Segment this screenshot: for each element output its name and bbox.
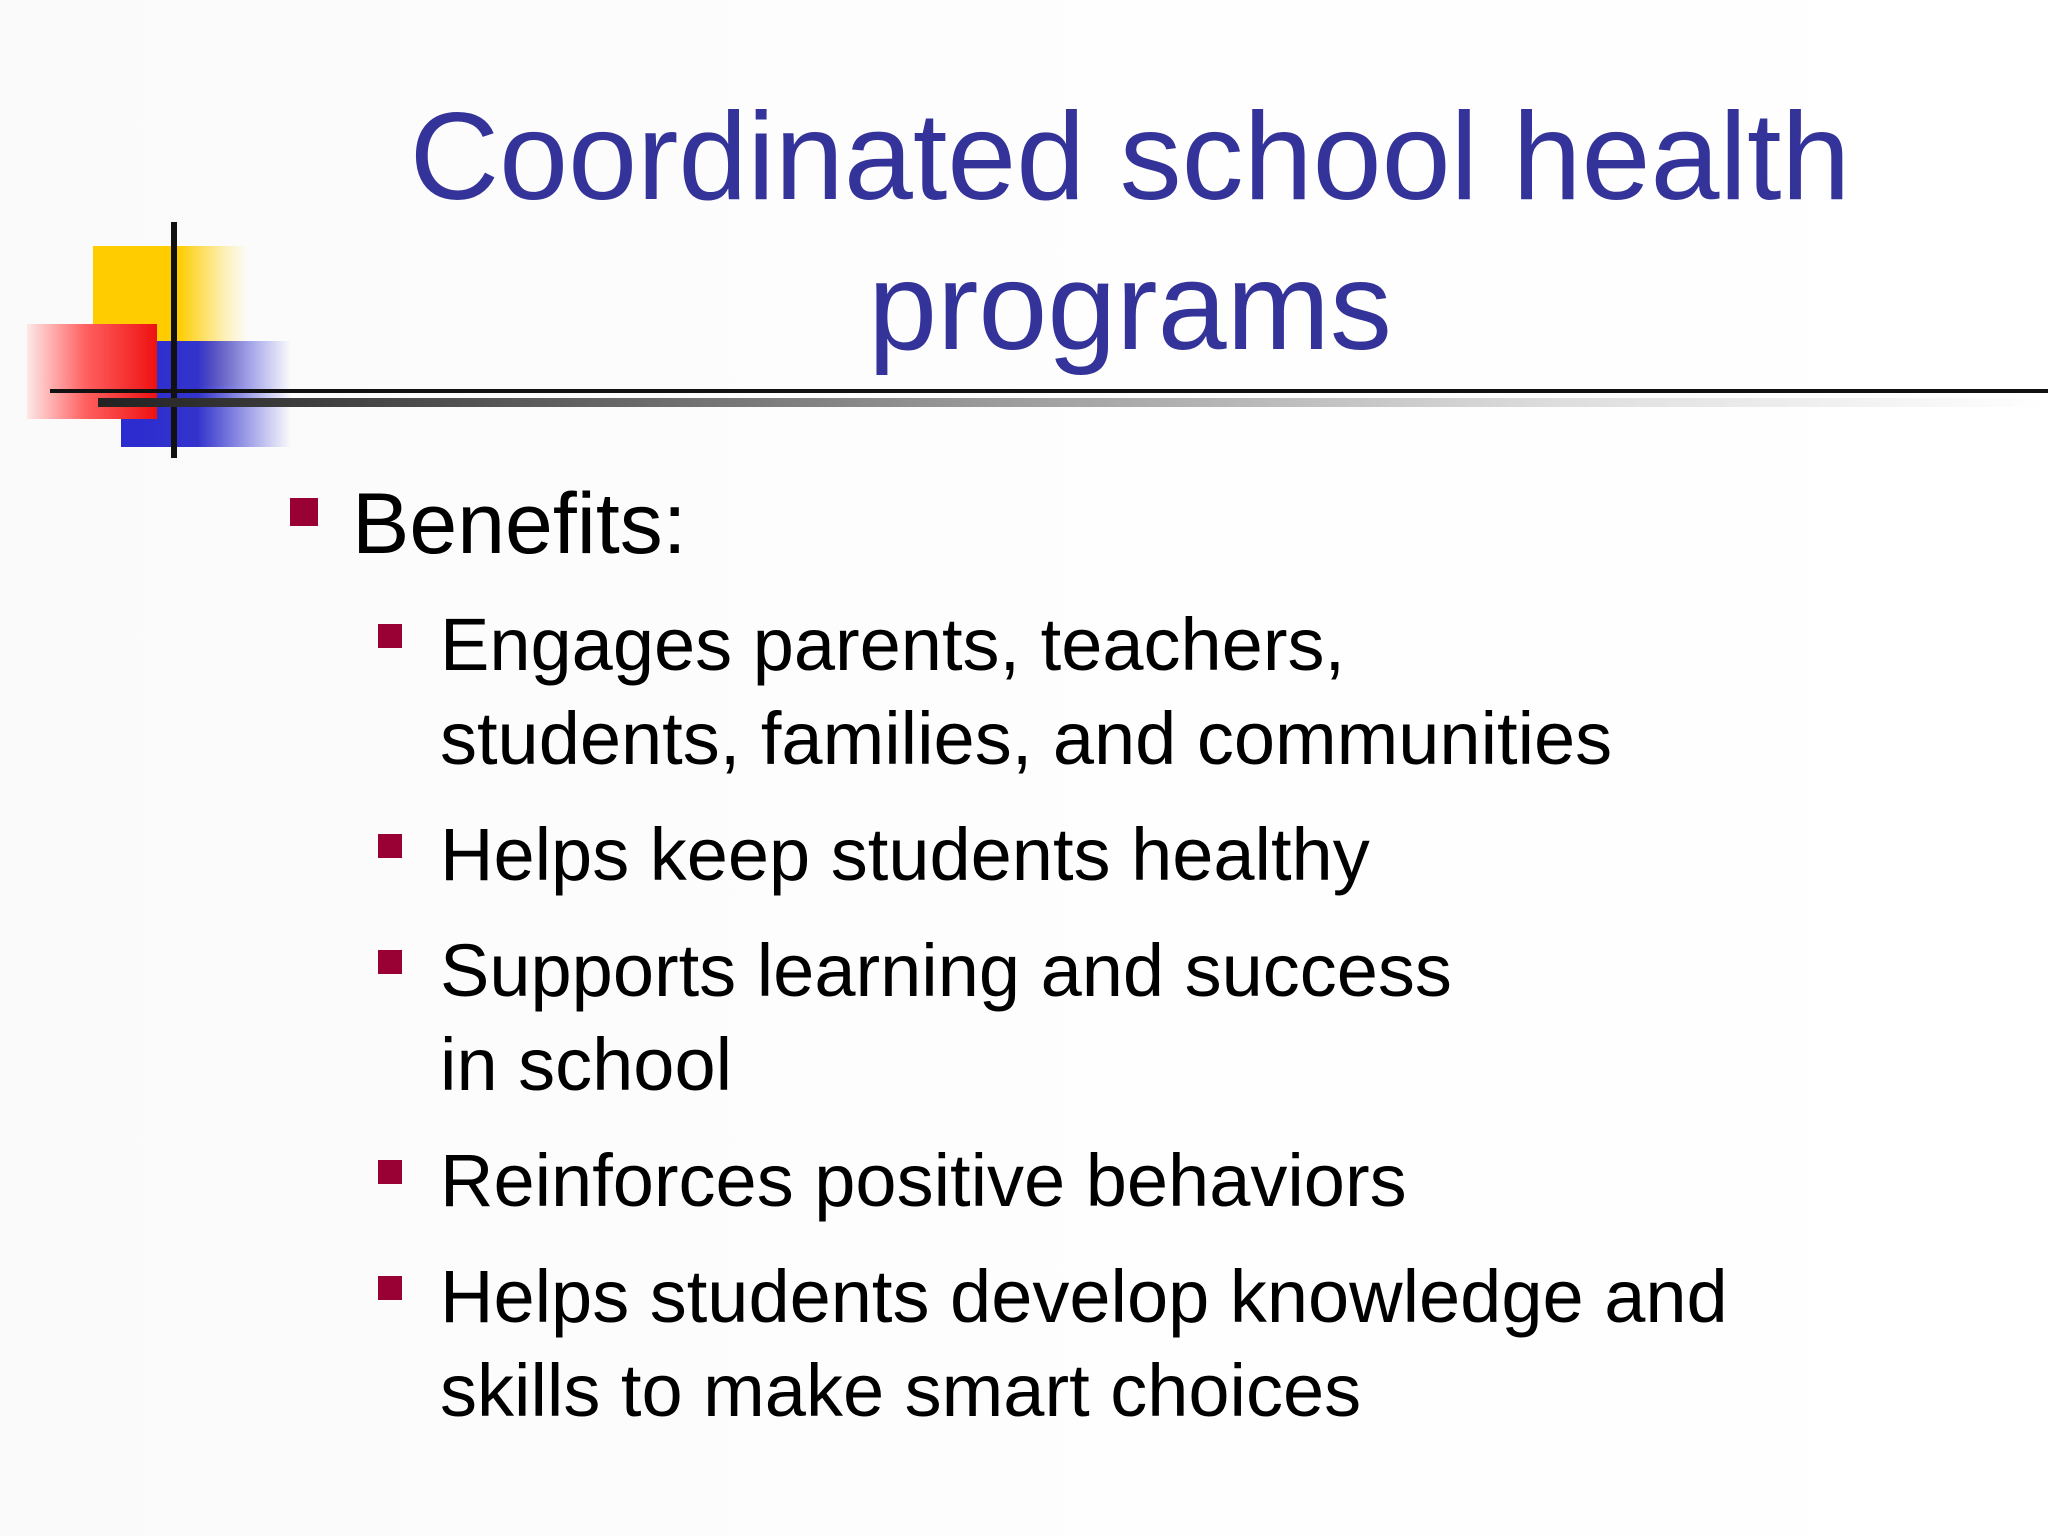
list-item-text: Supports learning and success in school bbox=[440, 929, 1452, 1106]
square-bullet-icon bbox=[378, 834, 402, 858]
square-bullet-icon bbox=[290, 498, 318, 526]
list-item-text: Reinforces positive behaviors bbox=[440, 1139, 1407, 1222]
title-underline-thin bbox=[50, 389, 2048, 393]
list-item-text: Helps students develop knowledge and skills to make smart choices bbox=[440, 1255, 1728, 1432]
slide-title: Coordinated school health programs bbox=[409, 88, 1851, 376]
square-bullet-icon bbox=[378, 950, 402, 974]
bullet-heading-text: Benefits: bbox=[352, 476, 687, 572]
square-bullet-icon bbox=[378, 624, 402, 648]
vertical-rule bbox=[171, 222, 177, 458]
list-item-text: Helps keep students healthy bbox=[440, 813, 1370, 896]
square-bullet-icon bbox=[378, 1160, 402, 1184]
list-item-text: Engages parents, teachers, students, families, and communities bbox=[440, 603, 1613, 780]
square-bullet-icon bbox=[378, 1276, 402, 1300]
title-underline-gradient bbox=[98, 398, 2048, 407]
